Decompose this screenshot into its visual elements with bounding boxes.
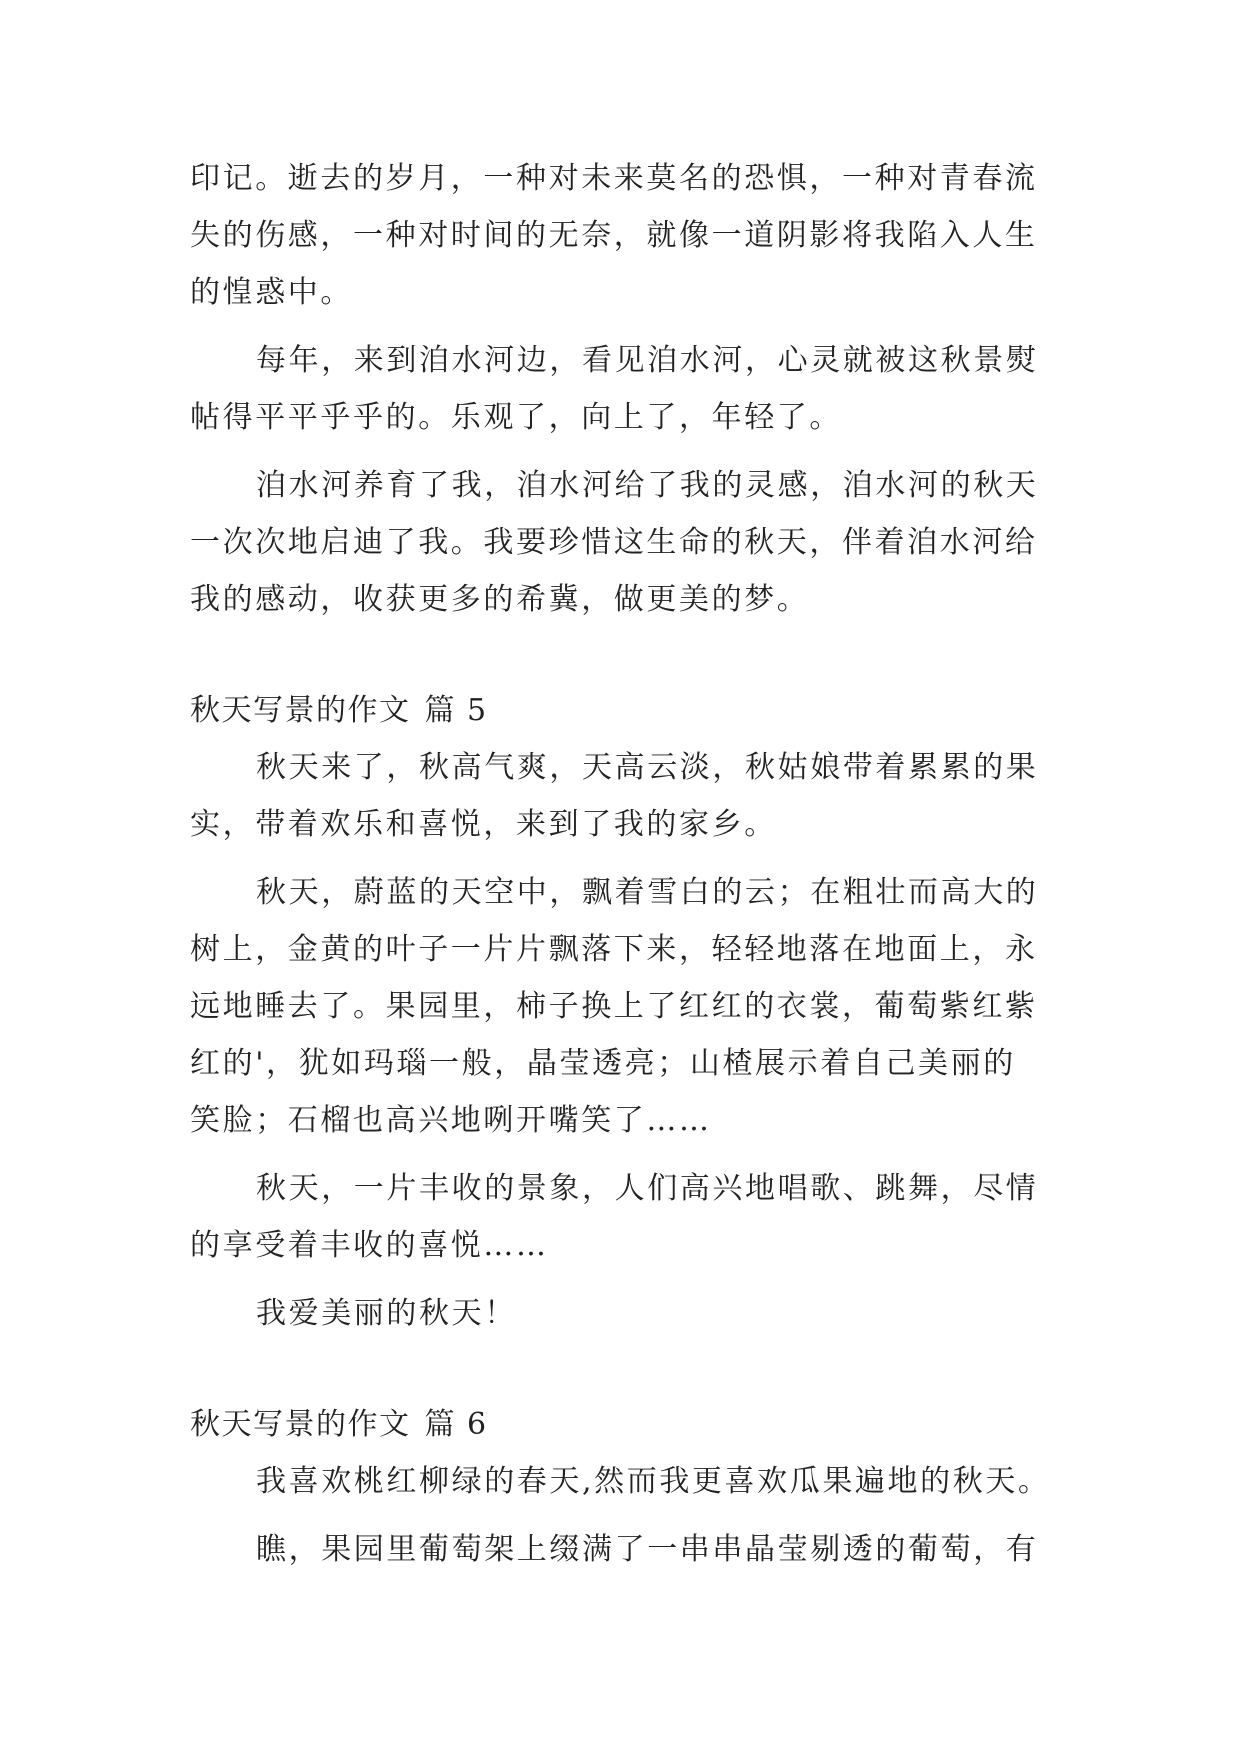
- text-line: 秋天，一片丰收的景象，人们高兴地唱歌、跳舞，尽情: [256, 1171, 1039, 1206]
- paragraph-river: [190, 457, 1060, 628]
- text-line: 帖得平平乎乎的。乐观了，向上了，年轻了。: [190, 400, 842, 435]
- text-line: 洎水河养育了我，洎水河给了我的灵感，洎水河的秋天: [256, 468, 1039, 503]
- text-line: 远地睡去了。果园里，柿子换上了红红的衣裳，葡萄紫红紫: [190, 989, 1038, 1024]
- section-heading-6: [190, 1396, 1060, 1453]
- text-line: 一次次地启迪了我。我要珍惜这生命的秋天，伴着洎水河给: [190, 525, 1038, 560]
- text-line: 的惶惑中。: [190, 275, 353, 310]
- text-line: 我的感动，收获更多的希冀，做更美的梦。: [190, 582, 810, 617]
- section-title: 秋天写景的作文: [190, 693, 411, 728]
- document-body: [190, 150, 1060, 1578]
- text-line: 的享受着丰收的喜悦……: [190, 1228, 549, 1263]
- text-line: 印记。逝去的岁月，一种对未来莫名的恐惧，一种对青春流: [190, 161, 1038, 196]
- section-number: 篇 5: [424, 693, 488, 728]
- paragraph: [190, 864, 1060, 1149]
- paragraph-continued: [190, 150, 1060, 321]
- text-line: 秋天，蔚蓝的天空中，飘着雪白的云；在粗壮而高大的: [256, 875, 1039, 910]
- text-line: 树上，金黄的叶子一片片飘落下来，轻轻地落在地面上，永: [190, 932, 1038, 967]
- section-heading-5: [190, 682, 1060, 739]
- section-title: 秋天写景的作文: [190, 1407, 411, 1442]
- section-number: 篇 6: [424, 1407, 488, 1442]
- text-line: 瞧，果园里葡萄架上缀满了一串串晶莹剔透的葡萄，有: [256, 1532, 1039, 1567]
- paragraph: [190, 1521, 1060, 1578]
- text-line: 笑脸；石榴也高兴地咧开嘴笑了……: [190, 1103, 712, 1138]
- paragraph: [190, 1453, 1060, 1510]
- text-line: 实，带着欢乐和喜悦，来到了我的家乡。: [190, 807, 777, 842]
- text-line: 我爱美丽的秋天！: [256, 1296, 517, 1331]
- text-line: 每年，来到洎水河边，看见洎水河，心灵就被这秋景熨: [256, 343, 1039, 378]
- text-line: 我喜欢桃红柳绿的春天,然而我更喜欢瓜果遍地的秋天。: [256, 1464, 1051, 1499]
- text-line: 秋天来了，秋高气爽，天高云淡，秋姑娘带着累累的果: [256, 750, 1039, 785]
- paragraph: [190, 1160, 1060, 1274]
- paragraph: [190, 739, 1060, 853]
- text-line: 失的伤感，一种对时间的无奈，就像一道阴影将我陷入人生: [190, 218, 1038, 253]
- paragraph-every-year: [190, 332, 1060, 446]
- paragraph: [190, 1285, 1060, 1342]
- text-line: 红的'，犹如玛瑙一般，晶莹透亮；山楂展示着自己美丽的: [190, 1046, 1016, 1081]
